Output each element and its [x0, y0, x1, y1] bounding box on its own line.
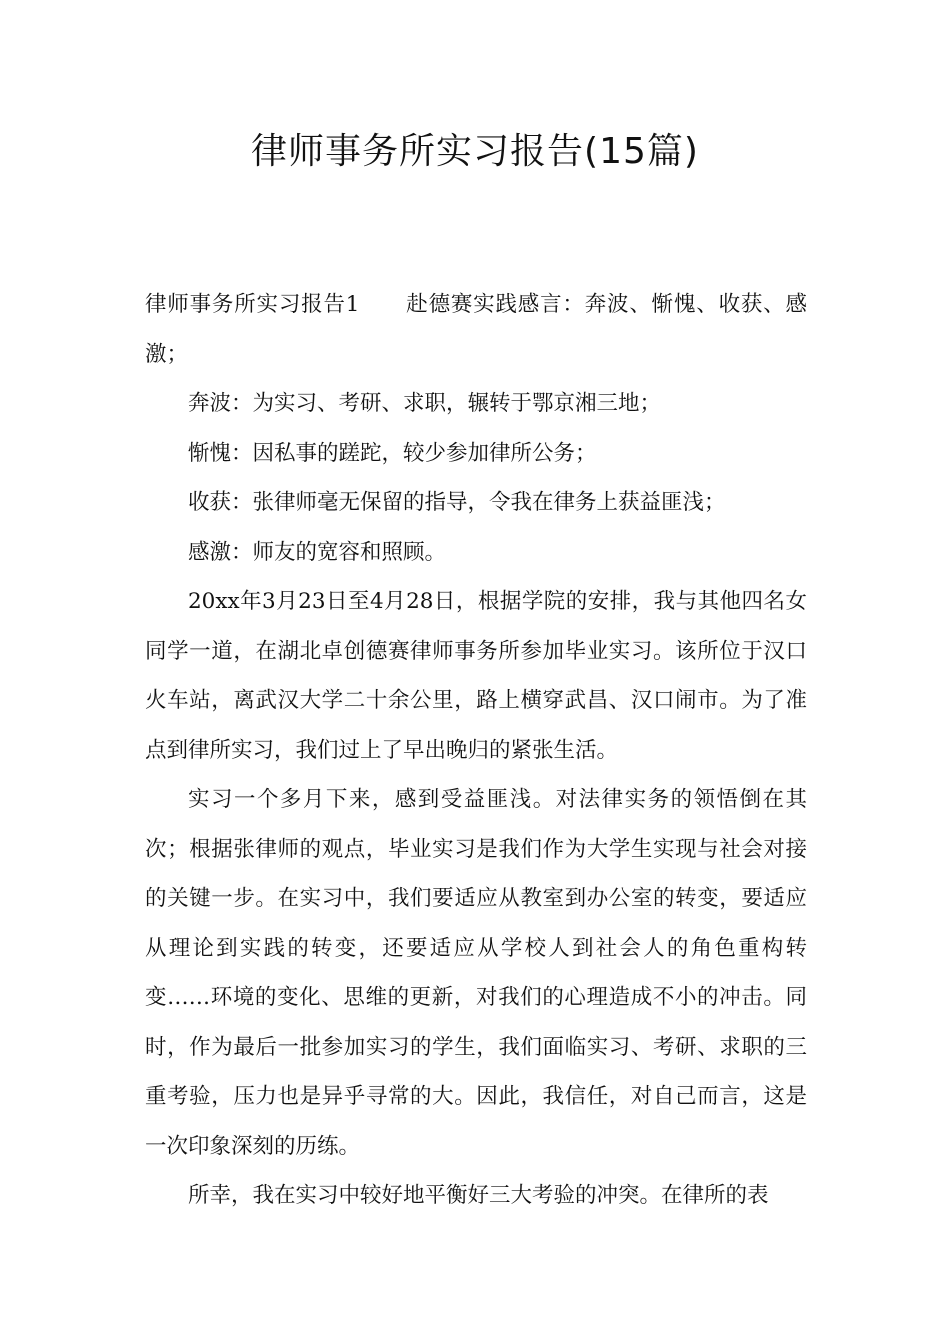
first-paragraph [145, 280, 807, 379]
paragraph-4: 感激：师友的宽容和照顾。 [188, 539, 447, 565]
paragraph-3: 收获：张律师毫无保留的指导，令我在律务上获益匪浅； [188, 490, 726, 515]
document-body [145, 280, 807, 1221]
paragraph-2: 惭愧：因私事的蹉跎，较少参加律所公务； [188, 440, 597, 466]
paragraph-6: 实习一个多月下来，感到受益匪浅。对法律实务的领悟倒在其次；根据张律师的观点，毕业实习是我们作为大学生实现与社会对接的关键一步。在实习中，我们要适应从教室到办公室的转变，要适应从理论到实践的转变，还要适应从学校人到社会人的角色重构转变……环境的变化、思维的更新，对我们的心理造成不小的冲击。同时，作为最后一批参加实习的学生，我们面临实习、考研、求职的三重考验，压力也是异乎寻常的大。因此，我信任，对自己而言，这是一次印象深刻的历练。 [145, 787, 807, 1159]
report-heading: 律师事务所实习报告1 [145, 292, 360, 317]
paragraph-7: 所幸，我在实习中较好地平衡好三大考验的冲突。在律所的表 [188, 1183, 769, 1208]
paragraph-5: 20xx年3月23日至4月28日，根据学院的安排，我与其他四名女同学一道，在湖北卓创德赛律师事务所参加毕业实习。该所位于汉口火车站，离武汉大学二十余公里，路上横穿武昌、汉口闹市。为了准点到律所实习，我们过上了早出晚归的紧张生活。 [145, 589, 807, 763]
paragraph-1: 奔波：为实习、考研、求职，辗转于鄂京湘三地； [188, 391, 662, 416]
intro-text: 赴德赛实践感言：奔波、惭愧、收获、感激； [145, 292, 807, 367]
document-title: 律师事务所实习报告(15篇) [251, 131, 699, 172]
